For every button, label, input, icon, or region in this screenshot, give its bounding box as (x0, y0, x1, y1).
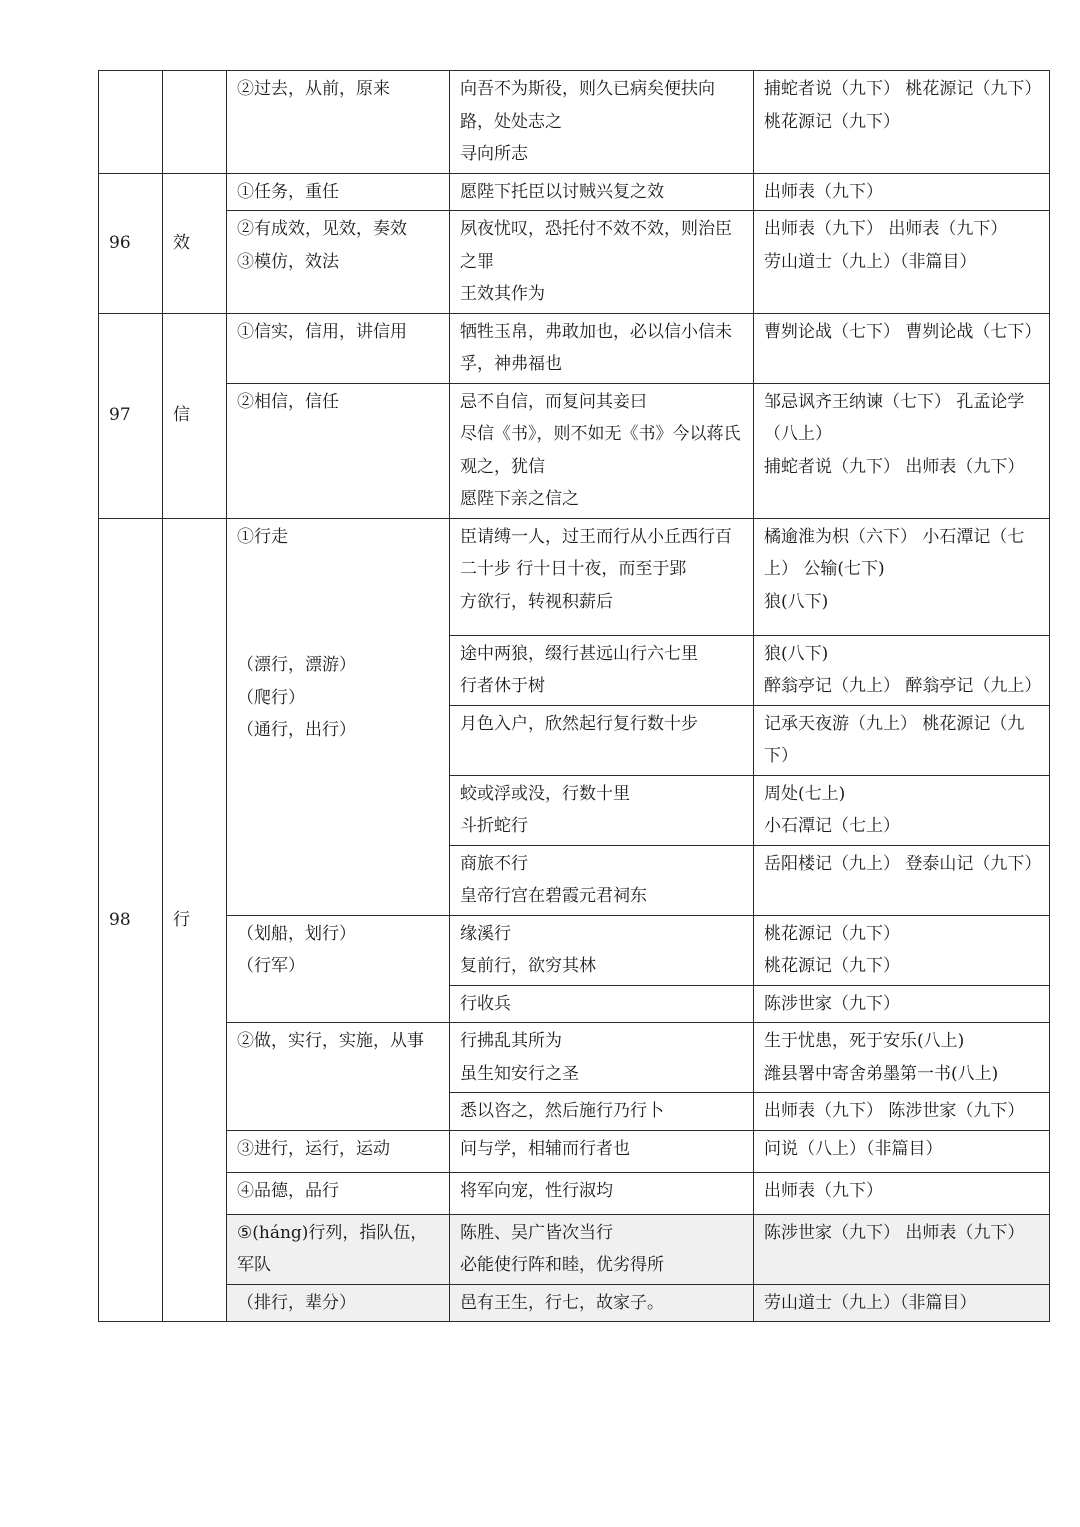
source-text: 醉翁亭记（九上） 醉翁亭记（九上） (764, 676, 1042, 696)
example-sentence: 愿陛下亲之信之 (460, 489, 579, 509)
source-text: 出师表（九下） (764, 181, 883, 202)
table-row (99, 383, 1050, 518)
meaning-text: （划船，划行） (237, 923, 356, 944)
example-sentence: 方欲行，转视积薪后 (460, 591, 613, 612)
source-text: 狼(八下) (764, 591, 829, 612)
example-sentence: 牺牲玉帛，弗敢加也，必以信小信未孚，神弗福也 (460, 321, 732, 374)
meaning-text: ②过去，从前，原来 (237, 79, 390, 99)
table-row (99, 71, 1050, 174)
source-text: 岳阳楼记（九上） 登泰山记（九下） (764, 853, 1042, 874)
source-cell (754, 313, 1050, 383)
source-cell (754, 1172, 1050, 1214)
table-row (99, 173, 1050, 211)
source-text: 潍县署中寄舍弟墨第一书(八上) (764, 1063, 999, 1084)
example-cell (450, 518, 754, 635)
source-text: 劳山道士（九上）（非篇目） (764, 1292, 977, 1313)
source-cell (754, 705, 1050, 775)
source-text: 周处(七上) (764, 783, 846, 804)
sub-meaning-text: （通行，出行） (237, 720, 356, 740)
source-text: 记承天夜游（九上） 桃花源记（九下） (764, 713, 1025, 766)
example-cell (450, 705, 754, 775)
source-text: 桃花源记（九下） (764, 956, 900, 976)
entry-char: 效 (163, 173, 227, 313)
example-sentence: 寻向所志 (460, 144, 528, 164)
source-cell (754, 845, 1050, 915)
example-cell (450, 985, 754, 1023)
example-cell (450, 1172, 754, 1214)
example-sentence: 悉以咨之，然后施行乃行卜 (460, 1101, 664, 1121)
source-cell (754, 1284, 1050, 1322)
example-cell (450, 1130, 754, 1172)
table-row (99, 1172, 1050, 1214)
example-sentence: 忌不自信，而复问其妾曰 (460, 391, 647, 412)
example-sentence: 邑有王生，行七，故家子。 (460, 1292, 664, 1313)
meaning-cell (227, 173, 450, 211)
source-text: 出师表（九下） (764, 1180, 883, 1201)
meaning-cell (227, 1023, 450, 1131)
meaning-cell (227, 211, 450, 314)
source-cell (754, 1093, 1050, 1131)
meaning-text: ②有成效，见效，奏效 (237, 219, 407, 239)
example-cell (450, 775, 754, 845)
meaning-text: ③模仿，效法 (237, 251, 339, 272)
entry-number: 97 (99, 313, 163, 518)
table-row (99, 915, 1050, 985)
meaning-text: （排行，辈分） (237, 1292, 356, 1313)
meaning-text: ④品德，品行 (237, 1180, 339, 1201)
example-cell (450, 383, 754, 518)
source-cell (754, 383, 1050, 518)
source-text: 出师表（九下） 出师表（九下） (764, 219, 1008, 239)
table-row (99, 211, 1050, 314)
source-cell (754, 518, 1050, 635)
example-sentence: 问与学，相辅而行者也 (460, 1138, 630, 1159)
meaning-cell (227, 1172, 450, 1214)
meaning-text: （行军） (237, 956, 305, 976)
meaning-cell (227, 383, 450, 518)
source-cell (754, 915, 1050, 985)
example-sentence: 行拂乱其所为 (460, 1031, 562, 1051)
example-cell (450, 211, 754, 314)
example-cell (450, 313, 754, 383)
meaning-text: ①信实，信用，讲信用 (237, 321, 407, 342)
entry-char: 行 (163, 518, 227, 1322)
entry-char: 信 (163, 313, 227, 518)
example-sentence: 缘溪行 (460, 923, 511, 944)
example-cell (450, 173, 754, 211)
example-sentence: 虽生知安行之圣 (460, 1063, 579, 1084)
entry-number-cell (99, 71, 163, 174)
source-cell (754, 211, 1050, 314)
example-sentence: 途中两狼，缀行甚远山行六七里 (460, 643, 698, 664)
source-text: 劳山道士（九上）（非篇目） (764, 251, 977, 272)
example-sentence: 斗折蛇行 (460, 816, 528, 836)
source-text: 狼(八下) (764, 643, 829, 664)
source-text: 问说（八上）（非篇目） (764, 1138, 943, 1159)
meaning-text: ①行走 (237, 526, 288, 547)
source-cell (754, 985, 1050, 1023)
example-sentence: 臣请缚一人，过王而行从小丘西行百二十步 行十日十夜，而至于郢 (460, 526, 732, 579)
source-text: 捕蛇者说（九下） 出师表（九下） (764, 456, 1025, 477)
example-sentence: 将军向宠，性行淑均 (460, 1180, 613, 1201)
source-cell (754, 1214, 1050, 1284)
source-text: 小石潭记（七上） (764, 816, 900, 836)
sub-meaning-text: （漂行，漂游） (237, 655, 356, 675)
source-text: 陈涉世家（九下） 出师表（九下） (764, 1222, 1025, 1243)
spacer (237, 553, 443, 649)
source-cell (754, 635, 1050, 705)
table-row (99, 1284, 1050, 1322)
meaning-text: ⑤(háng)行列，指队伍，军队 (237, 1222, 428, 1275)
example-sentence: 行者休于树 (460, 676, 545, 696)
source-text: 曹刿论战（七下） 曹刿论战（七下） (764, 321, 1042, 342)
source-text: 橘逾淮为枳（六下） 小石潭记（七上） 公输(七下) (764, 526, 1025, 579)
example-sentence: 皇帝行宫在碧霞元君祠东 (460, 886, 647, 906)
entry-number: 96 (99, 173, 163, 313)
example-sentence: 必能使行阵和睦，优劣得所 (460, 1255, 664, 1275)
meaning-cell (227, 915, 450, 1023)
source-cell (754, 1130, 1050, 1172)
example-cell (450, 845, 754, 915)
source-cell (754, 1023, 1050, 1093)
example-sentence: 行收兵 (460, 993, 511, 1014)
example-sentence: 夙夜忧叹，恐托付不效不效，则治臣之罪 (460, 219, 732, 272)
table-row (99, 313, 1050, 383)
example-cell (450, 71, 754, 174)
example-sentence: 王效其作为 (460, 284, 545, 304)
example-cell (450, 1284, 754, 1322)
example-sentence: 月色入户，欣然起行复行数十步 (460, 713, 698, 734)
example-cell (450, 1023, 754, 1093)
source-text: 捕蛇者说（九下） 桃花源记（九下） 桃花源记（九下） (764, 79, 1042, 132)
meaning-text: ②相信，信任 (237, 391, 339, 412)
meaning-text: ②做，实行，实施，从事 (237, 1031, 424, 1051)
source-text: 生于忧患，死于安乐(八上) (764, 1031, 965, 1051)
source-cell (754, 71, 1050, 174)
source-text: 陈涉世家（九下） (764, 993, 900, 1014)
meaning-text: ①任务，重任 (237, 181, 339, 202)
table-row (99, 1023, 1050, 1093)
example-cell (450, 635, 754, 705)
example-sentence: 陈胜、吴广皆次当行 (460, 1222, 613, 1243)
example-cell (450, 915, 754, 985)
meaning-text: ③进行，运行，运动 (237, 1138, 390, 1159)
example-cell (450, 1214, 754, 1284)
example-sentence: 向吾不为斯役，则久已病矣便扶向路，处处志之 (460, 79, 715, 132)
source-text: 桃花源记（九下） (764, 923, 900, 944)
example-sentence: 尽信《书》，则不如无《书》今以蒋氏观之，犹信 (460, 424, 741, 477)
meaning-cell (227, 1284, 450, 1322)
meaning-cell (227, 1214, 450, 1284)
entry-char-cell (163, 71, 227, 174)
meaning-cell (227, 518, 450, 915)
table-row (99, 1130, 1050, 1172)
table-row (99, 518, 1050, 635)
meaning-cell (227, 1130, 450, 1172)
source-cell (754, 775, 1050, 845)
table-row (99, 1214, 1050, 1284)
example-cell (450, 1093, 754, 1131)
source-text: 出师表（九下） 陈涉世家（九下） (764, 1101, 1025, 1121)
source-cell (754, 173, 1050, 211)
example-sentence: 愿陛下托臣以讨贼兴复之效 (460, 181, 664, 202)
example-sentence: 复前行，欲穷其林 (460, 956, 596, 976)
example-sentence: 蛟或浮或没，行数十里 (460, 783, 630, 804)
source-text: 邹忌讽齐王纳谏（七下） 孔孟论学（八上） (764, 391, 1025, 444)
meaning-cell (227, 71, 450, 174)
meaning-cell (227, 313, 450, 383)
vocabulary-table (98, 70, 1050, 1322)
sub-meaning-text: （爬行） (237, 687, 305, 708)
example-sentence: 商旅不行 (460, 853, 528, 874)
entry-number: 98 (99, 518, 163, 1322)
